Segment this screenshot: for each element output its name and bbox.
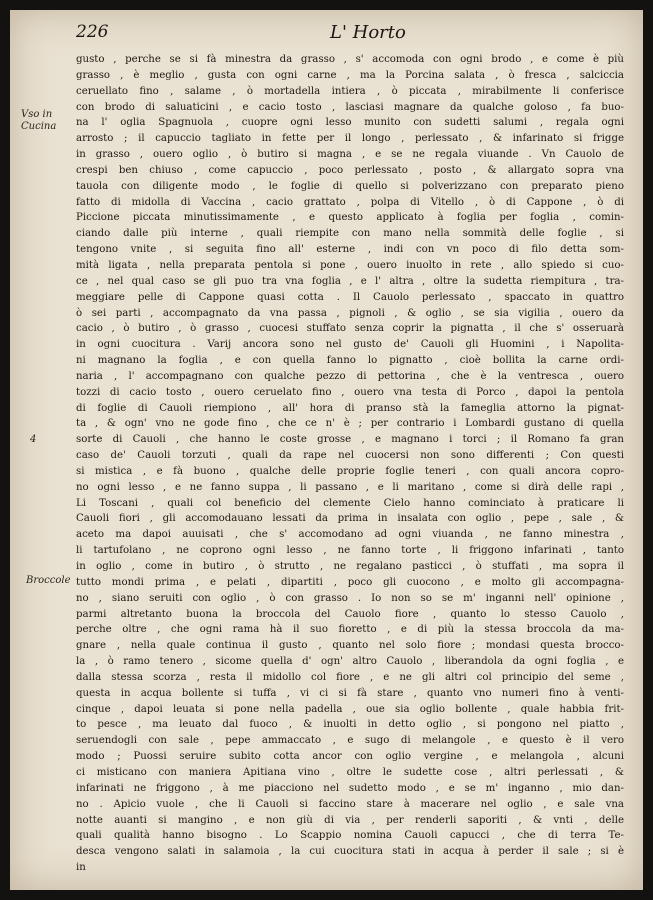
text-line: no , siano seruiti con oglio , ò con grasso . Io non so se m' inganni nell' opinione , — [76, 592, 624, 604]
text-line: na l' oglia Spagnuola , cuopre ogni lesso munito con sudetti salumi , regala ogni — [76, 117, 624, 129]
text-line: Li Toscani , quali col beneficio del clemente Cielo hanno cominciato à praticare li — [76, 497, 624, 509]
text-line: cinque , dapoi leuata si pone nella padella , oue sia oglio bollente , quale habbia frit- — [76, 703, 624, 715]
text-line: mità ligata , nella preparata pentola si pone , ouero inuolto in rete , allo spiedo si cuo- — [76, 259, 624, 271]
margin-note-uso-in-cucina: Vso in Cucina — [21, 109, 57, 132]
text-line: caso de' Cauoli torzuti , quali da rape nel cuocersi non sono differenti ; Con questi — [76, 450, 624, 462]
page-header — [10, 22, 643, 46]
text-line: seruendogli con sale , pepe ammaccato , e sugo di melangole , e questo è il vero — [76, 735, 624, 747]
text-line: grasso , è meglio , gusta con ogni carne , ma la Porcina salata , ò fresca , salciccia — [76, 69, 624, 81]
text-line: Cauoli fiori , gli accomodauano lessati da prima in insalata con oglio , pepe , sale , & — [76, 513, 624, 525]
text-line: sorte di Cauoli , che hanno le coste grosse , e magnano i torci ; il Romano fa gran — [76, 434, 624, 446]
text-line: tauola con diligente modo , le foglie di quello si polverizzano con preparato pieno — [76, 180, 624, 192]
text-line: ci misticano con maniera Apitiana vino , oltre le sudette cose , altri perlessati , & — [76, 766, 624, 778]
text-line: infarinati ne friggono , à me piacciono nel sudetto modo , e se m' inganno , mio dan- — [76, 782, 624, 794]
text-line: ni magnano la foglia , e con quella fanno lo pignatto , cioè bollita la carne ordi- — [76, 355, 624, 367]
text-line: ceruellato fino , salame , ò mortadella intiera , ò piccata , mirabilmente li conferisce — [76, 85, 624, 97]
text-line: in oglio , come in butiro , ò strutto , ne regalano pasticci , ò stuffati , ma sopra il — [76, 561, 624, 572]
text-line: tozzi di cacio tosto , ouero ceruelato fino , ouero vna testa di Porco , dapoi la pentola — [76, 386, 624, 398]
text-line: gusto , perche se si fà minestra da grasso , s' accomoda con ogni brodo , e come è più — [76, 54, 624, 65]
text-line: aceto ma dapoi auuisati , che s' accomodano ad ogni viuanda , ne fanno minestra , — [76, 529, 624, 541]
body-text — [76, 52, 624, 876]
text-line: cacio , ò butiro , ò grasso , cuocesi stuffato senza coprir la pignatta , il che s' osseruarà — [76, 323, 624, 335]
text-line: in — [76, 862, 86, 874]
text-line: notte auanti si mangino , e non giù di via , per renderli saporiti , & vnti , delle — [76, 814, 624, 826]
text-line: gnare , nella quale continua il gusto , quanto nel solo fiore ; mondasi questa brocco- — [76, 640, 624, 652]
text-line: desca vengono salati in salamoia , la cui cuocitura stati in acqua à perder il sale ; si è — [76, 846, 624, 858]
text-line: in ogni cuocitura . Varij ancora sono nel gusto de' Cauoli gli Huomini , i Napolita- — [76, 339, 624, 351]
text-line: Piccione piccata minutissimamente , e questo applicato à foglia per foglia , comin- — [76, 212, 624, 224]
text-line: ciando dalle più interne , quali riempite con mano nella sommità delle foglie , si — [76, 228, 624, 240]
text-line: li tartufolano , ne coprono ogni lesso , ne fanno torte , li friggono infarinati , tanto — [76, 545, 624, 557]
text-line: con brodo di saluaticini , e cacio tosto , lasciasi magnare da qualche goloso , fa buo- — [76, 101, 624, 113]
margin-note-number: 4 — [30, 434, 37, 445]
text-line: ce , nel qual caso se gli puo tra vna foglia , e l' altra , oltre la sudetta riempitura , tra- — [76, 275, 624, 287]
text-line: si mistica , e fà buono , qualche delle proprie foglie teneri , con quali ancora copro- — [76, 465, 624, 477]
text-line: fatto di midolla di Vaccina , cacio grattato , polpa di Vitello , ò di Cappone , ò di — [76, 196, 624, 208]
text-line: tutto mondi prima , e pelati , dipartiti , poco gli cuocono , e molto gli accompagna- — [76, 576, 624, 588]
text-line: di foglie di Cauoli riempiono , all' hora di pranso stà la fameglia attorno la pignat- — [76, 402, 624, 414]
text-line: no . Apicio vuole , che li Cauoli si faccino stare à macerare nel oglio , e sale vna — [76, 798, 624, 810]
text-line: meggiare pelle di Cappone quasi cotta . Il Cauolo perlessato , spaccato in quattro — [76, 291, 624, 303]
text-line: perche oltre , che ogni rama hà il suo fioretto , e di più la stessa broccola da ma- — [76, 624, 624, 636]
text-line: modo ; Puossi seruire subito cotta ancor con oglio vergine , e melangola , alcuni — [76, 751, 624, 763]
text-line: questa in acqua bollente si tuffa , vi ci si fà stare , quanto vno numeri fino à venti- — [76, 687, 624, 699]
text-line: parmi altretanto buona la broccola del Cauolo fiore , quanto lo stesso Cauolo , — [76, 608, 624, 620]
page-number: 226 — [76, 22, 109, 42]
text-line: crespi ben chiuso , come capuccio , poco perlessato , posto , & allargato sopra vna — [76, 164, 624, 176]
text-line: in grasso , ouero oglio , ò butiro si magna , e se ne regala viuande . Vn Cauolo de — [76, 149, 624, 161]
text-line: quali qualità hanno bisogno . Lo Scappio nomina Cauoli capucci , che di terra Te- — [76, 830, 624, 842]
text-line: to pesce , ma leuato dal fuoco , & inuolti in detto oglio , si pongono nel piatto , — [76, 719, 624, 731]
text-line: ta , & ogn' vno ne gode fino , che ce n' è ; per contrario i Lombardi gustano di quella — [76, 418, 624, 430]
text-line: arrosto ; il capuccio tagliato in fette per il longo , perlessato , & infarinato si frigge — [76, 133, 624, 145]
text-line: dalla stessa scorza , resta il midollo col fiore , e ne gli altri col principio del seme , — [76, 671, 624, 683]
text-line: la , ò ramo tenero , sicome quella d' ogn' altro Cauolo , liberandola da ogni foglia , e — [76, 656, 624, 668]
text-line: naria , l' accompagnano con qualche pezzo di pettorina , che è la ventresca , ouero — [76, 370, 624, 382]
text-line: no ogni lesso , e ne fanno suppa , li passano , e li maritano , come si dirà delle rapi , — [76, 481, 624, 493]
running-title: L' Horto — [330, 22, 406, 43]
book-page — [10, 10, 643, 890]
text-line: ò sei parti , accompagnato da vna passa , pignoli , & oglio , se sia vigilia , ouero da — [76, 307, 624, 319]
margin-note-broccole: Broccole — [26, 575, 71, 586]
text-line: tengono vnite , si seguita fino all' esterne , indi con vn poco di filo detta som- — [76, 244, 624, 256]
